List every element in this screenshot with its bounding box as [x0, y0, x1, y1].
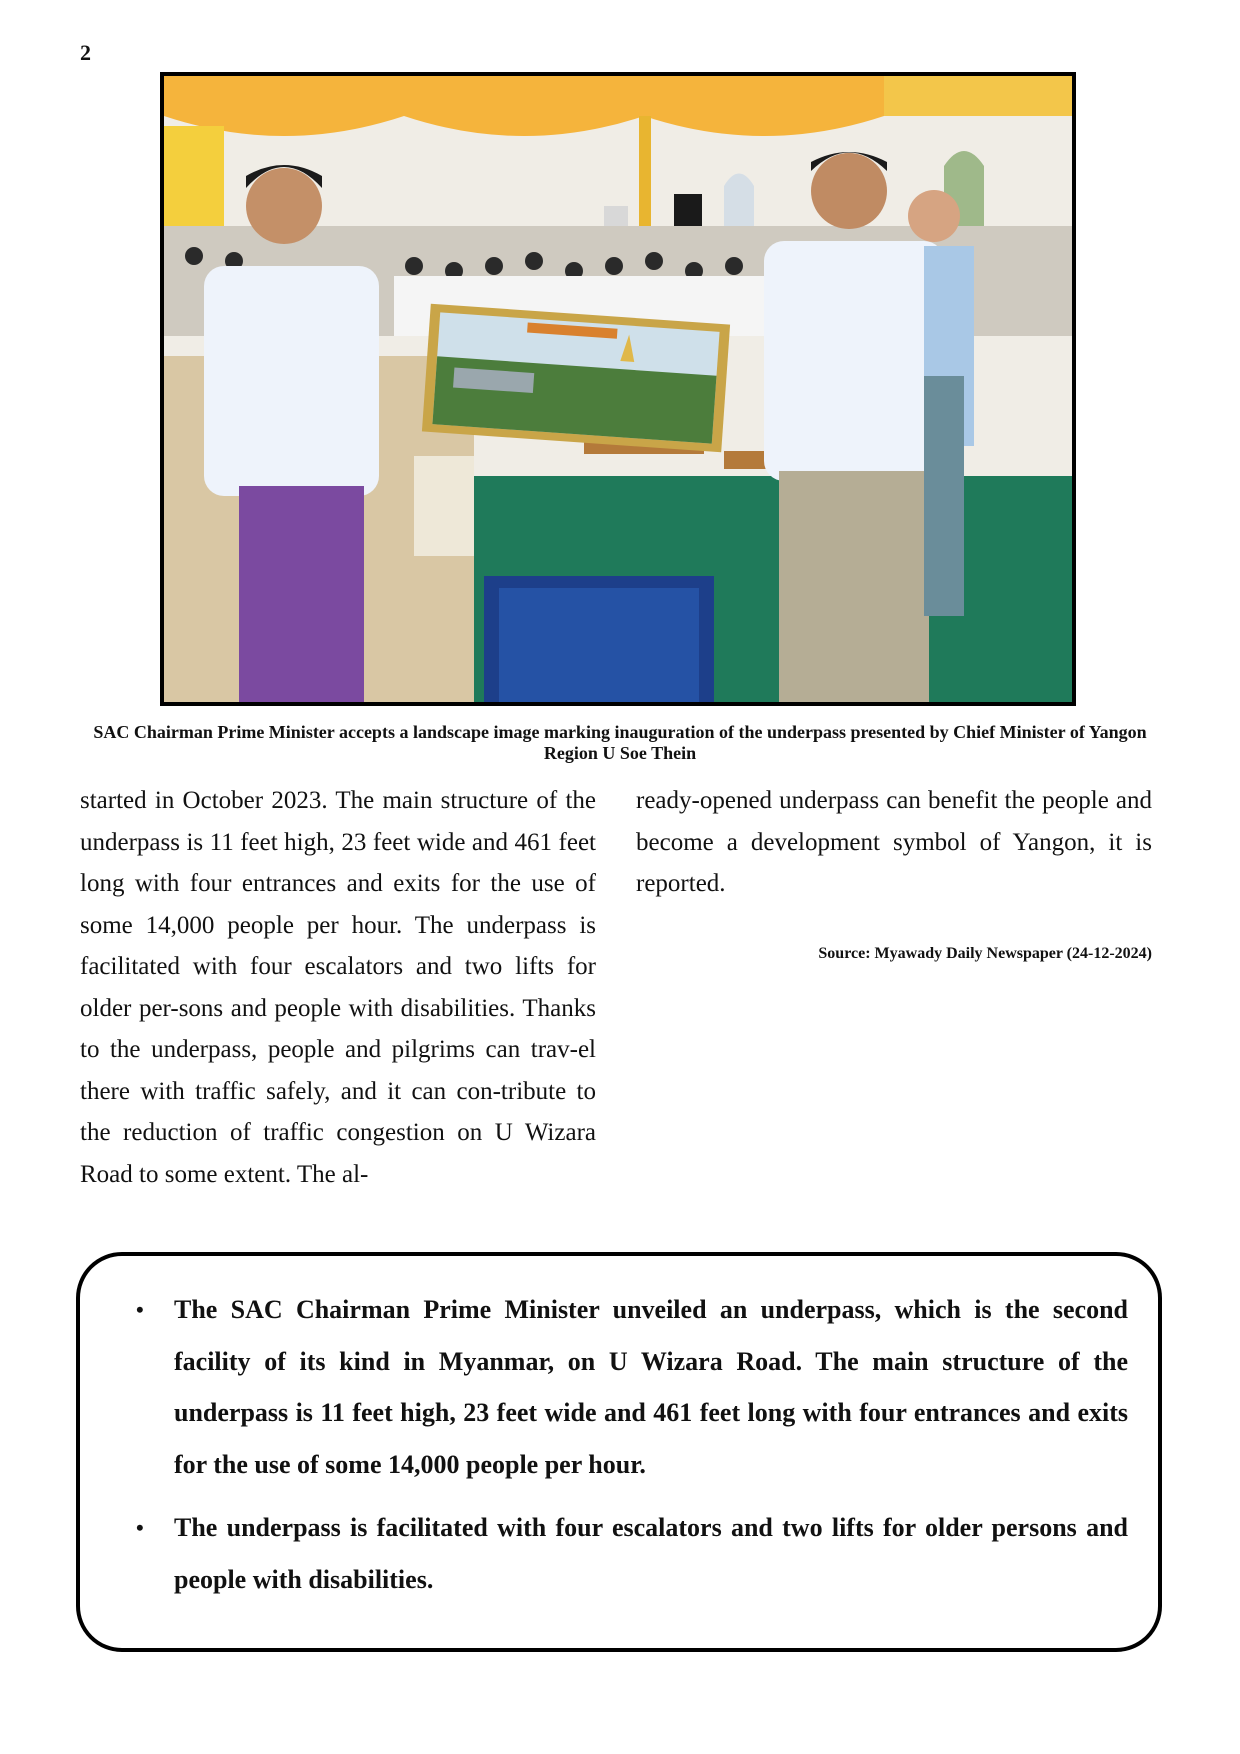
- summary-list: [136, 1284, 1128, 1605]
- summary-box: [76, 1252, 1162, 1652]
- photo-caption: SAC Chairman Prime Minister accepts a landscape image marking inauguration of the underpass presented by Chief Minister of Yangon Region U Soe Thein: [93, 722, 1147, 763]
- summary-item: [136, 1502, 1128, 1605]
- source-credit: Source: Myawady Daily Newspaper (24-12-2024): [818, 945, 1152, 962]
- bullet-icon: •: [136, 1297, 144, 1322]
- bullet-icon: •: [136, 1515, 144, 1540]
- ceremony-photo-illustration: [164, 76, 1072, 702]
- summary-item-text: The underpass is facilitated with four escalators and two lifts for older persons and people with disabilities.: [174, 1513, 1128, 1594]
- article-column-right: ready-opened underpass can benefit the people and become a development symbol of Yangon, it is reported.: [636, 787, 1152, 897]
- article-column-left: started in October 2023. The main structure of the underpass is 11 feet high, 23 feet wide and 461 feet long with four entrances and exits for the use of some 14,000 people per hour. The underpass is facilitated with four escalators and two lifts for older per-sons and people with disabilities. Thanks to the underpass, people and pilgrims can trav-el there with traffic safely, and it can con-tribute to the reduction of traffic congestion on U Wizara Road to some extent. The al-: [80, 787, 596, 1188]
- summary-item: [136, 1284, 1128, 1490]
- ceremony-photo: [160, 72, 1076, 706]
- page-number: 2: [80, 40, 91, 65]
- summary-item-text: The SAC Chairman Prime Minister unveiled an underpass, which is the second facility of its kind in Myanmar, on U Wizara Road. The main structure of the underpass is 11 feet high, 23 feet wide and 461 feet long with four entrances and exits for the use of some 14,000 people per hour.: [174, 1295, 1128, 1479]
